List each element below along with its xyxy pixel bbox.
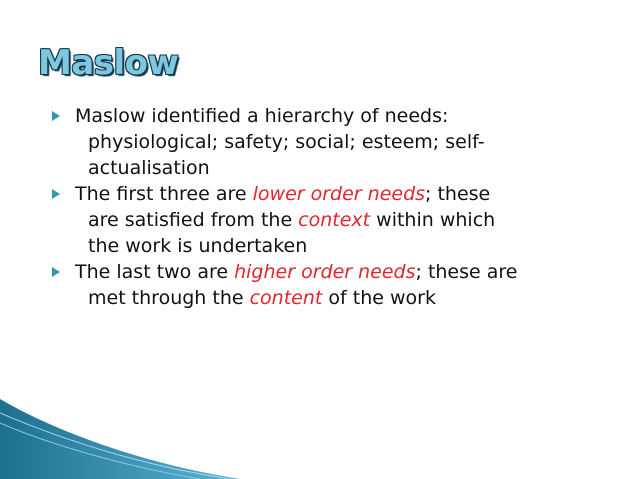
bullet-arrow-icon (52, 189, 60, 199)
text-run: of the work (322, 287, 436, 309)
text-run: ; these (425, 183, 491, 205)
bullet-list (48, 103, 608, 311)
emphasis-text: content (249, 287, 323, 309)
text-run: met through the (88, 287, 250, 309)
text-run: within which (370, 209, 496, 231)
text-run: The last two are (75, 261, 235, 283)
bullet-line (75, 285, 608, 311)
slide-title: Maslow (38, 43, 179, 83)
bullet-item (48, 259, 608, 311)
bullet-item (48, 103, 608, 181)
bullet-line (75, 181, 608, 207)
bullet-arrow-icon (52, 111, 60, 121)
text-run: ; these are (415, 261, 518, 283)
bullet-line (75, 207, 608, 233)
bullet-arrow-icon (52, 267, 60, 277)
corner-swoosh-decoration (0, 399, 240, 479)
emphasis-text: context (298, 209, 371, 231)
bullet-line: the work is undertaken (88, 235, 308, 257)
bullet-line: Maslow identified a hierarchy of needs: (75, 105, 449, 127)
bullet-line: actualisation (88, 157, 210, 179)
emphasis-text: lower order needs (252, 183, 426, 205)
bullet-line: physiological; safety; social; esteem; self- (88, 131, 485, 153)
emphasis-text: higher order needs (234, 261, 416, 283)
bullet-item (48, 181, 608, 259)
text-run: are satisfied from the (88, 209, 299, 231)
bullet-line (75, 259, 608, 285)
text-run: The first three are (75, 183, 253, 205)
